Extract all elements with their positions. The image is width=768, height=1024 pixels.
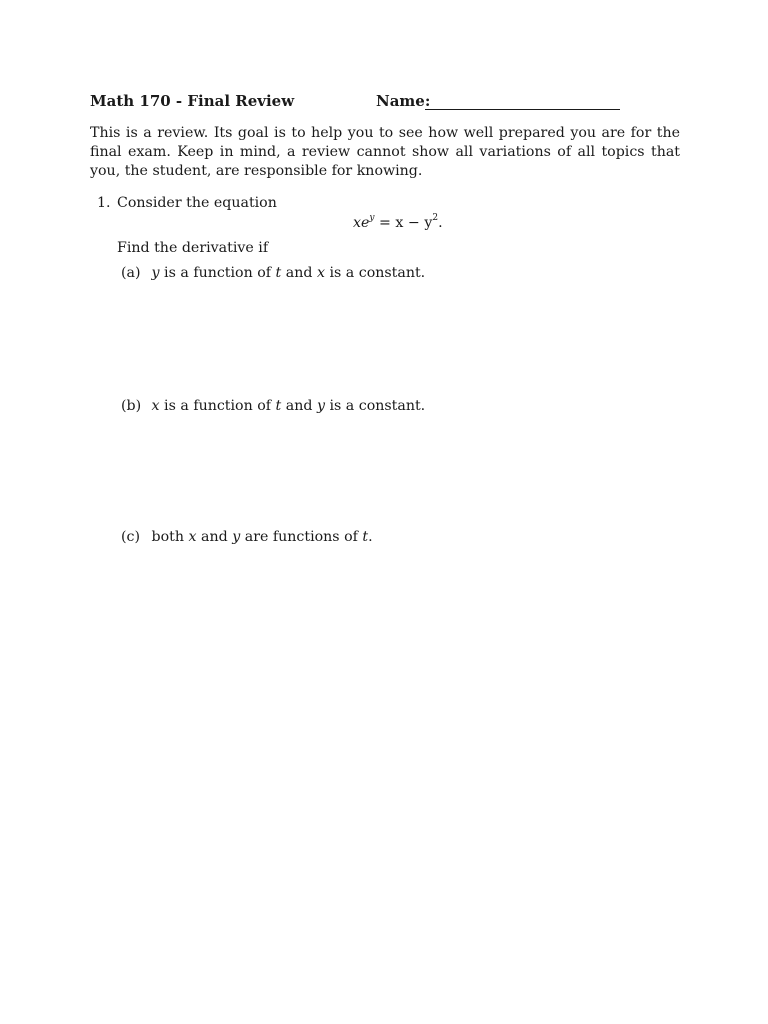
part-text: .: [368, 529, 373, 545]
part-label: (c): [121, 529, 141, 545]
problem-number: 1.: [97, 195, 111, 211]
part-c: [121, 529, 373, 545]
part-label: (b): [121, 398, 142, 414]
variable: t: [275, 265, 282, 281]
part-text: and: [281, 265, 317, 281]
variable: t: [362, 529, 369, 545]
part-label: (a): [121, 265, 141, 281]
equation-rhs: = x − y: [374, 215, 433, 231]
equation-lhs-exponent: y: [369, 213, 375, 223]
equation-lhs-base: xe: [353, 215, 370, 231]
part-text: is a function of: [159, 265, 276, 281]
part-text: both: [151, 529, 189, 545]
variable: y: [232, 529, 241, 545]
find-derivative-text: Find the derivative if: [117, 240, 269, 256]
part-text: is a function of: [159, 398, 276, 414]
equation-end: .: [438, 215, 443, 231]
variable: y: [316, 398, 325, 414]
variable: x: [151, 398, 160, 414]
part-a: [121, 265, 425, 281]
part-text: and: [196, 529, 233, 545]
variable: t: [275, 398, 282, 414]
variable: y: [151, 265, 160, 281]
equation-rhs-exponent: 2: [432, 213, 439, 223]
problem-prompt: Consider the equation: [117, 195, 277, 211]
part-text: is a constant.: [324, 398, 426, 414]
document-title: Math 170 - Final Review: [90, 92, 295, 110]
part-text: and: [281, 398, 317, 414]
part-text: is a constant.: [324, 265, 426, 281]
variable: x: [316, 265, 325, 281]
part-b: [121, 398, 425, 414]
intro-paragraph: This is a review. Its goal is to help you to see how well prepared you are for the final exam. Keep in mind, a review cannot show all variations of all topics that you, the student, are responsible for knowing.: [90, 125, 680, 179]
variable: x: [188, 529, 197, 545]
name-label: Name:: [376, 92, 431, 110]
name-blank-line[interactable]: [425, 109, 620, 110]
equation: [353, 213, 443, 231]
part-text: are functions of: [240, 529, 363, 545]
